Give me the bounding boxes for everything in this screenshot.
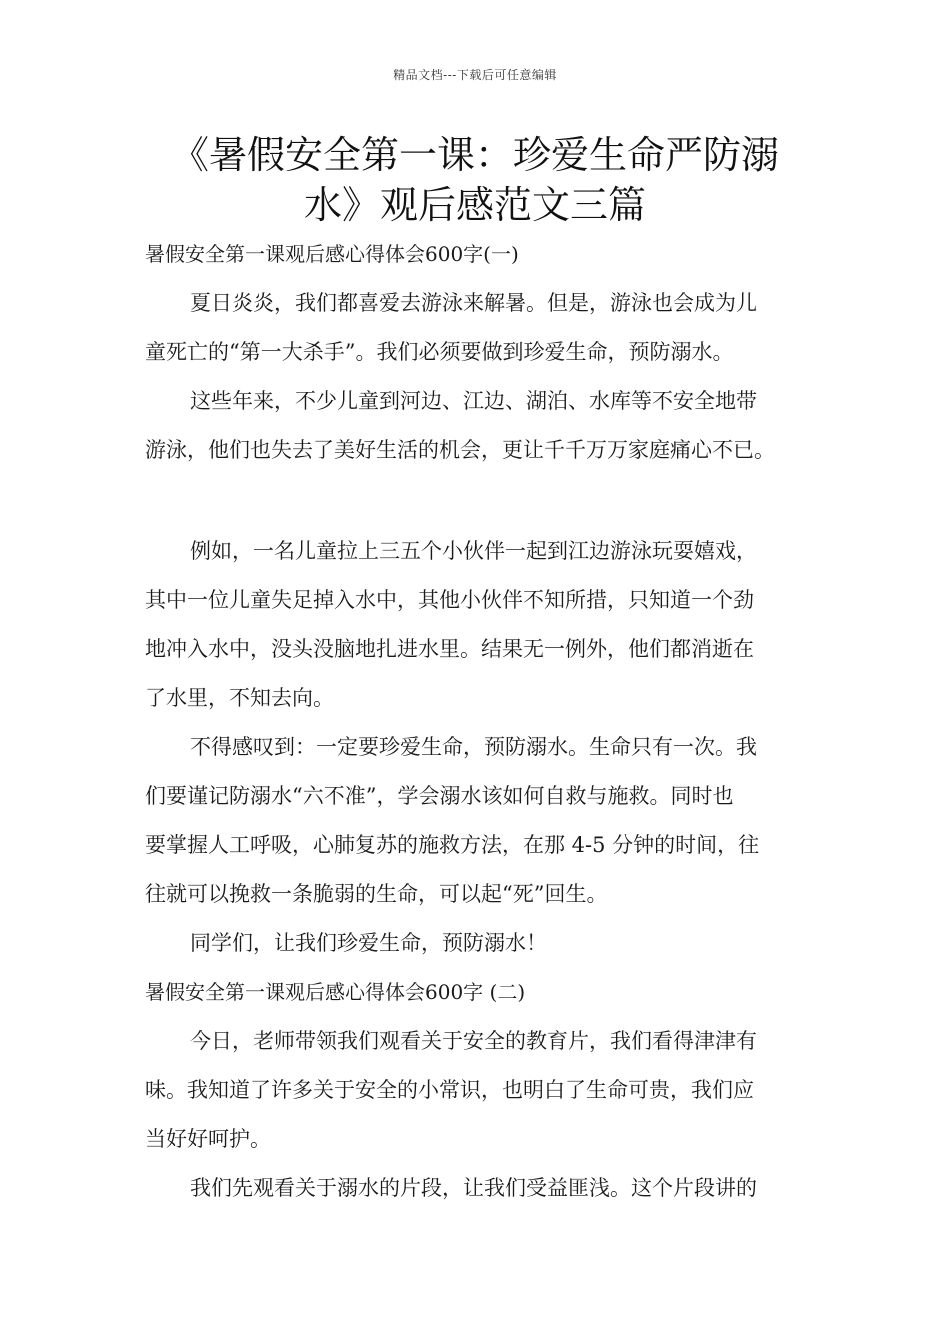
paragraph-line: 例如，一名儿童拉上三五个小伙伴一起到江边游泳玩耍嬉戏， [190, 539, 757, 563]
document-title [140, 130, 810, 230]
paragraph-line: 同学们，让我们珍爱生命，预防溺水！ [190, 931, 547, 955]
section-heading-2: 暑假安全第一课观后感心得体会600字 (二) [145, 980, 526, 1004]
paragraph-line: 要掌握人工呼吸，心肺复苏的施救方法，在那 4-5 分钟的时间，往 [145, 833, 760, 857]
paragraph-line: 地冲入水中，没头没脑地扎进水里。结果无一例外，他们都消逝在 [145, 637, 754, 661]
paragraph-line: 我们先观看关于溺水的片段，让我们受益匪浅。这个片段讲的 [190, 1176, 757, 1200]
paragraph-line: 们要谨记防溺水“六不准”，学会溺水该如何自救与施救。同时也 [145, 784, 734, 808]
paragraph-line: 其中一位儿童失足掉入水中，其他小伙伴不知所措，只知道一个劲 [145, 588, 754, 612]
paragraph-line: 往就可以挽救一条脆弱的生命，可以起“死”回生。 [145, 882, 608, 906]
paragraph-line: 童死亡的“第一大杀手”。我们必须要做到珍爱生命，预防溺水。 [145, 340, 734, 364]
paragraph-line: 游泳，他们也失去了美好生活的机会，更让千千万万家庭痛心不已。 [145, 438, 775, 462]
header-note: 精品文档---下载后可任意编辑 [393, 68, 557, 82]
title-line-1: 《暑假安全第一课：珍爱生命严防溺 [170, 133, 779, 177]
paragraph-line: 不得感叹到：一定要珍爱生命，预防溺水。生命只有一次。我 [190, 735, 757, 759]
paragraph-line: 今日，老师带领我们观看关于安全的教育片，我们看得津津有 [190, 1029, 757, 1053]
paragraph-line: 夏日炎炎，我们都喜爱去游泳来解暑。但是，游泳也会成为儿 [190, 291, 757, 315]
paragraph-line: 味。我知道了许多关于安全的小常识，也明白了生命可贵，我们应 [145, 1078, 754, 1102]
section-heading-1: 暑假安全第一课观后感心得体会600字(一) [145, 242, 519, 266]
document-body [145, 230, 825, 1213]
title-line-2: 水》观后感范文三篇 [303, 183, 646, 227]
paragraph-line: 了水里，不知去向。 [145, 686, 334, 710]
paragraph-line: 这些年来，不少儿童到河边、江边、湖泊、水库等不安全地带 [190, 389, 757, 413]
paragraph-line: 当好好呵护。 [145, 1127, 271, 1151]
